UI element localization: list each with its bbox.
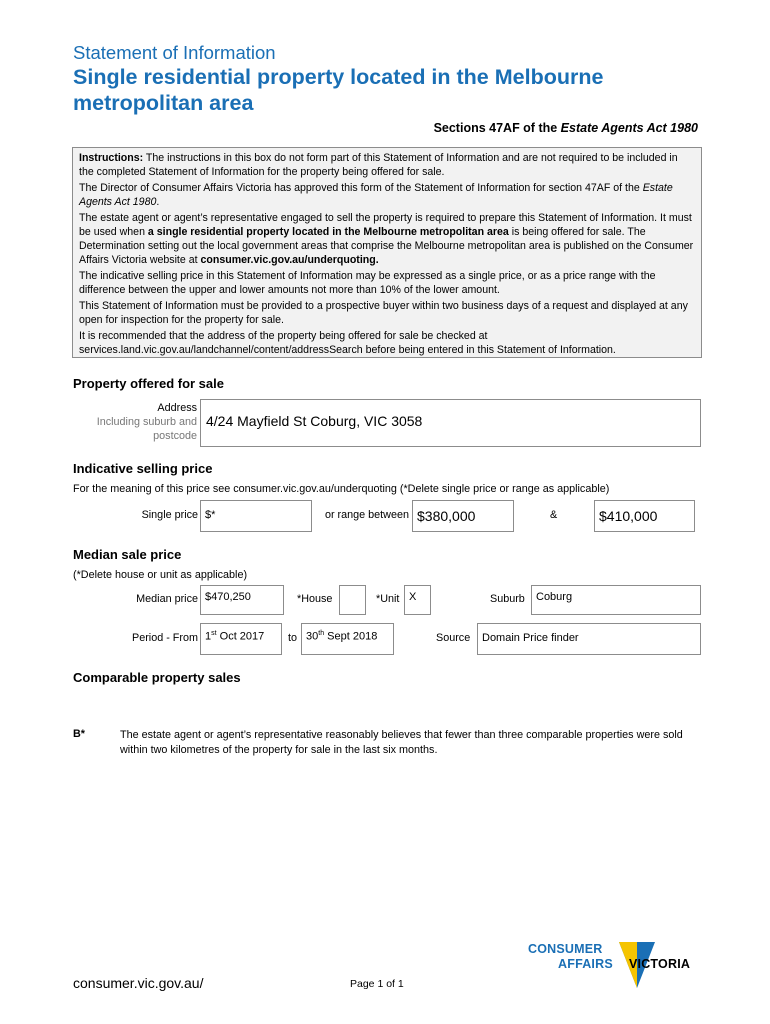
median-price-field[interactable]: $470,250	[200, 585, 284, 615]
period-from-label: Period - From	[132, 632, 198, 644]
logo-text-victoria: VICTORIA	[629, 957, 691, 971]
instructions-text: The Director of Consumer Affairs Victoria has approved this form of the Statement of Information for section 47AF of the	[79, 182, 643, 194]
period-to-suffix: th	[318, 630, 325, 637]
suburb-label: Suburb	[490, 593, 525, 605]
instructions-text: .	[156, 196, 160, 208]
range-ampersand: &	[550, 509, 558, 521]
median-note: (*Delete house or unit as applicable)	[73, 569, 248, 581]
consumer-affairs-victoria-logo	[528, 940, 703, 992]
address-label-line: Including suburb and	[96, 416, 197, 428]
logo-text-line1: CONSUMER	[528, 942, 603, 956]
single-price-field[interactable]: $*	[200, 500, 312, 532]
instructions-label: Instructions:	[79, 152, 144, 164]
logo-text-affairs: AFFAIRS	[558, 957, 613, 971]
selling-price-heading: Indicative selling price	[73, 461, 213, 476]
period-to-month: Sept 2018	[324, 630, 378, 643]
legislation-reference	[434, 121, 698, 135]
source-field[interactable]: Domain Price finder	[477, 623, 701, 655]
instructions-act: Estate Agents Act 1980	[79, 182, 673, 208]
range-low-field[interactable]: $380,000	[412, 500, 514, 532]
median-heading: Median sale price	[73, 547, 182, 562]
period-to-field[interactable]	[301, 623, 394, 655]
instructions-p5: This Statement of Information must be provided to a prospective buyer within two business days of a request and displayed at any open for inspection for the property for sale.	[79, 300, 688, 326]
address-label-line: Address	[157, 402, 197, 414]
comparable-option-marker: B*	[73, 728, 85, 740]
document-title: Single residential property located in the Melbourne metropolitan area	[73, 65, 604, 115]
address-field[interactable]: 4/24 Mayfield St Coburg, VIC 3058	[200, 399, 701, 447]
comparable-statement: The estate agent or agent’s representative reasonably believes that fewer than three comparable properties were sold within two kilometres of the property for sale in the last six months.	[120, 729, 683, 756]
source-label: Source	[436, 632, 471, 644]
document-subtitle: Statement of Information	[73, 42, 276, 63]
period-from-day: 1	[205, 630, 212, 643]
instructions-p2	[79, 181, 695, 209]
period-from-month: Oct 2017	[216, 630, 265, 643]
unit-label: *Unit	[376, 593, 400, 605]
period-from-field[interactable]	[200, 623, 282, 655]
instructions-link: consumer.vic.gov.au/underquoting.	[200, 254, 379, 266]
unit-checkbox[interactable]: X	[404, 585, 431, 615]
median-price-label: Median price	[136, 593, 198, 605]
instructions-text: The estate agent or agent’s representative engaged to sell the property is required to prepare this Statement of Information. It must be used when	[79, 212, 692, 238]
instructions-p3	[79, 211, 695, 267]
footer-url: consumer.vic.gov.au/	[73, 975, 204, 991]
legislation-prefix: Sections 47AF of the	[433, 121, 561, 135]
range-high-field[interactable]: $410,000	[594, 500, 695, 532]
period-from-suffix: st	[211, 630, 217, 637]
house-label: *House	[297, 593, 333, 605]
period-to-day: 30	[306, 630, 319, 643]
range-label: or range between	[324, 509, 409, 521]
single-price-label: Single price	[141, 509, 198, 521]
property-heading: Property offered for sale	[73, 376, 224, 391]
instructions-emphasis: a single residential property located in the Melbourne metropolitan area	[147, 226, 509, 238]
house-checkbox[interactable]	[339, 585, 366, 615]
instructions-text: The instructions in this box do not form part of this Statement of Information and are not required to be included in the completed Statement of Information for the property being offered for sale.	[79, 152, 678, 178]
legislation-act: Estate Agents Act 1980	[560, 121, 698, 135]
page-number: Page 1 of 1	[350, 978, 404, 990]
instructions-text: is being offered for sale. The Determination setting out the local government areas that comprise the Melbourne metropolitan area is published on the Consumer Affairs Victoria website at	[79, 226, 694, 266]
instructions-p1	[79, 151, 695, 179]
address-label-line: postcode	[153, 430, 197, 442]
comparable-heading: Comparable property sales	[73, 670, 241, 685]
suburb-field[interactable]: Coburg	[531, 585, 701, 615]
selling-price-note: For the meaning of this price see consumer.vic.gov.au/underquoting (*Delete single price or range as applicable)	[73, 483, 610, 495]
instructions-box	[72, 147, 702, 358]
instructions-p6: It is recommended that the address of the property being offered for sale be checked at services.land.vic.gov.au/landchannel/content/addressSearch before being entered in this Statement of Information.	[79, 330, 616, 356]
period-to-label: to	[288, 632, 298, 644]
instructions-p4: The indicative selling price in this Statement of Information may be expressed as a single price, or as a price range with the difference between the upper and lower amounts not more than 10% of the lower amount.	[79, 270, 656, 296]
address-label	[84, 401, 197, 443]
